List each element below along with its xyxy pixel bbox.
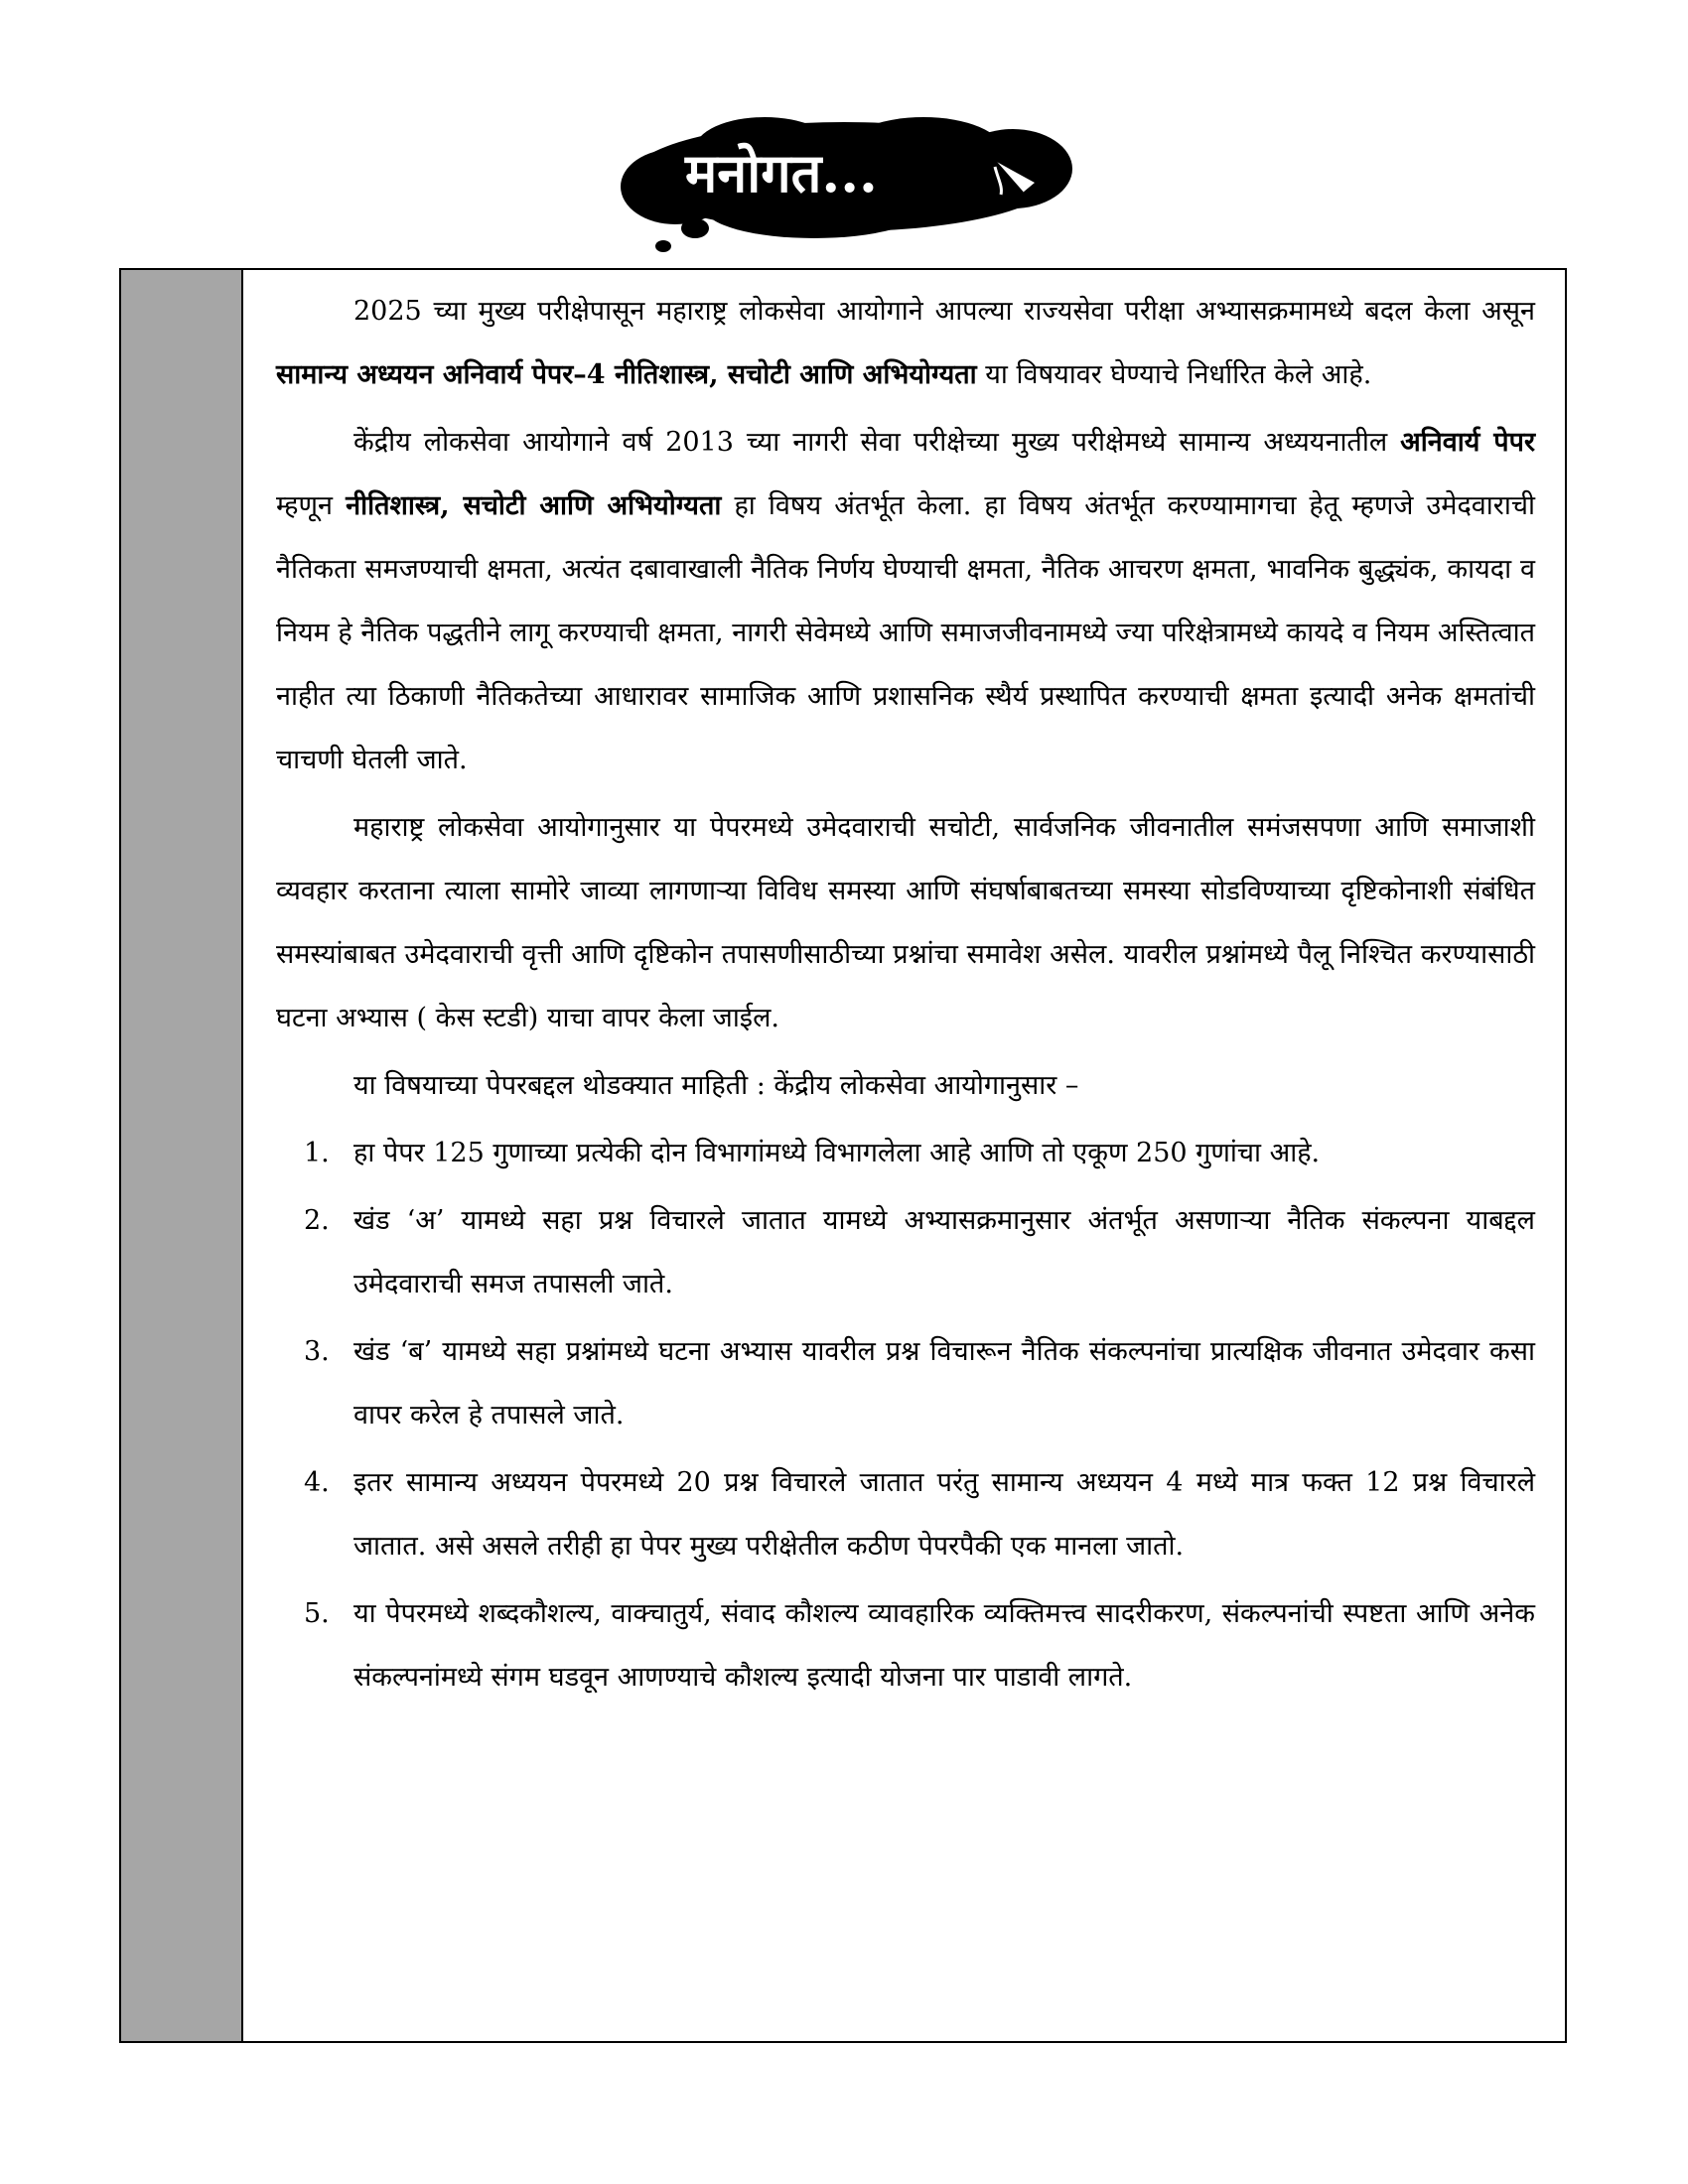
grey-side-bar [121, 270, 243, 2041]
paragraph-2-bold-a: अनिवार्य पेपर [1400, 427, 1535, 458]
content-text-area [276, 280, 1535, 1713]
paragraph-2-text-a: केंद्रीय लोकसेवा आयोगाने वर्ष 2013 च्या नागरी सेवा परीक्षेच्या मुख्य परीक्षेमध्ये सामान्य अध्ययनातील [353, 427, 1401, 458]
list-item-text: इतर सामान्य अध्ययन पेपरमध्ये 20 प्रश्न विचारले जातात परंतु सामान्य अध्ययन 4 मध्ये मात्र फक्त 12 प्रश्न विचारले जातात. असे असले तरीही हा पेपर मुख्य परीक्षेतील कठीण पेपरपैकी एक मानला जातो. [353, 1467, 1535, 1562]
paragraph-2 [276, 411, 1535, 792]
intro-line: या विषयाच्या पेपरबद्दल थोडक्यात माहिती : केंद्रीय लोकसेवा आयोगानुसार – [353, 1070, 1079, 1101]
paragraph-2-text-c: हा विषय अंतर्भूत केला. हा विषय अंतर्भूत करण्यामागचा हेतू म्हणजे उमेदवाराची नैतिकता समजण्याची क्षमता, अत्यंत दबावाखाली नैतिक निर्णय घेण्याची क्षमता, नैतिक आचरण क्षमता, भावनिक बुद्ध्यंक, कायदा व नियम हे नैतिक पद्धतीने लागू करण्याची क्षमता, नागरी सेवेमध्ये आणि समाजजीवनामध्ये ज्या परिक्षेत्रामध्ये कायदे व नियम अस्तित्वात नाहीत त्या ठिकाणी नैतिकतेच्या आधारावर सामाजिक आणि प्रशासनिक स्थैर्य प्रस्थापित करण्याची क्षमता इत्यादी अनेक क्षमतांची चाचणी घेतली जाते. [276, 490, 1535, 775]
list-item-text: खंड ‘ब’ यामध्ये सहा प्रश्नांमध्ये घटना अभ्यास यावरील प्रश्न विचारून नैतिक संकल्पनांचा प्रात्यक्षिक जीवनात उमेदवार कसा वापर करेल हे तपासले जाते. [353, 1336, 1535, 1431]
paragraph-1-text-a: 2025 च्या मुख्य परीक्षेपासून महाराष्ट्र लोकसेवा आयोगाने आपल्या राज्यसेवा परीक्षा अभ्यासक्रमामध्ये बदल केला असून [353, 296, 1535, 327]
paragraph-1-text-b: या विषयावर घेण्याचे निर्धारित केले आहे. [976, 359, 1372, 390]
list-item-text: या पेपरमध्ये शब्दकौशल्य, वाक्चातुर्य, संवाद कौशल्य व्यावहारिक व्यक्तिमत्त्व सादरीकरण, संकल्पनांची स्पष्टता आणि अनेक संकल्पनांमध्ये संगम घडवून आणण्याचे कौशल्य इत्यादी योजना पार पाडावी लागते. [353, 1598, 1535, 1693]
paragraph-2-text-b: म्हणून [276, 490, 347, 521]
list-item-number: 4. [304, 1467, 330, 1498]
list-item-number: 1. [304, 1138, 330, 1168]
paragraph-1-bold-a: सामान्य अध्ययन अनिवार्य पेपर–4 नीतिशास्त्र, सचोटी आणि अभियोग्यता [276, 359, 977, 390]
list-item-text: हा पेपर 125 गुणाच्या प्रत्येकी दोन विभागांमध्ये विभागलेला आहे आणि तो एकूण 250 गुणांचा आहे. [353, 1138, 1321, 1168]
heading-badge [606, 109, 1082, 258]
list-item [276, 1451, 1535, 1578]
paragraph-2-bold-b: नीतिशास्त्र, सचोटी आणि अभियोग्यता [346, 490, 722, 521]
paragraph-3: महाराष्ट्र लोकसेवा आयोगानुसार या पेपरमध्ये उमेदवाराची सचोटी, सार्वजनिक जीवनातील समंजसपणा आणि समाजाशी व्यवहार करताना त्याला सामोरे जाव्या लागणाऱ्या विविध समस्या आणि संघर्षाबाबतच्या समस्या सोडविण्याच्या दृष्टिकोनाशी संबंधित समस्यांबाबत उमेदवाराची वृत्ती आणि दृष्टिकोन तपासणीसाठीच्या प्रश्नांचा समावेश असेल. यावरील प्रश्नांमध्ये पैलू निश्चित करण्यासाठी घटना अभ्यास ( केस स्टडी) याचा वापर केला जाईल. [276, 812, 1535, 1033]
list-item-number: 3. [304, 1336, 330, 1367]
page-heading: मनोगत... [685, 141, 878, 205]
list-item-number: 5. [304, 1598, 330, 1629]
list-item [276, 1189, 1535, 1316]
list-item [276, 1582, 1535, 1709]
points-list [276, 1122, 1535, 1709]
paragraph-1 [276, 280, 1535, 407]
list-item [276, 1320, 1535, 1447]
list-item-text: खंड ‘अ’ यामध्ये सहा प्रश्न विचारले जातात यामध्ये अभ्यासक्रमानुसार अंतर्भूत असणाऱ्या नैतिक संकल्पना याबद्दल उमेदवाराची समज तपासली जाते. [353, 1205, 1535, 1299]
content-frame [119, 268, 1567, 2043]
list-item-number: 2. [304, 1205, 330, 1236]
list-item [276, 1122, 1535, 1185]
